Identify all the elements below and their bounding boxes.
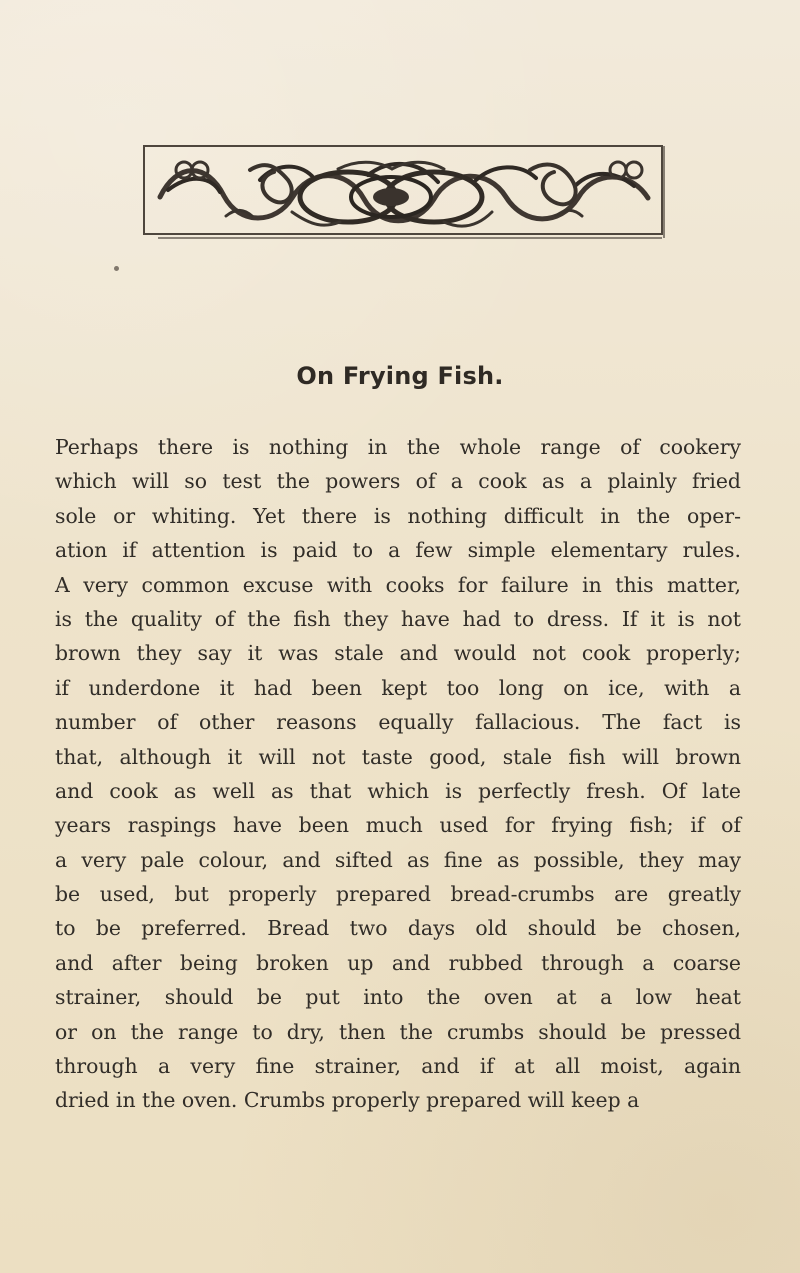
body-text: [55, 430, 741, 1118]
text-line-11: and cook as well as that which is perfectly fresh. Of late: [55, 778, 741, 803]
page-title: On Frying Fish.: [296, 362, 504, 390]
text-line-1: Perhaps there is nothing in the whole range of cookery: [55, 435, 741, 459]
text-line-16: and after being broken up and rubbed through a coarse: [55, 950, 741, 975]
text-line-5: A very common excuse with cooks for failure in this matter,: [55, 572, 741, 597]
text-line-17: strainer, should be put into the oven at a low heat: [55, 985, 741, 1010]
text-line-13: a very pale colour, and sifted as fine as possible, they may: [55, 847, 741, 872]
ornament-icon: [142, 142, 666, 242]
text-line-7: brown they say it was stale and would not cook properly;: [55, 641, 741, 666]
ornamental-headpiece: [142, 142, 666, 242]
text-line-14: be used, but properly prepared bread-crumbs are greatly: [55, 882, 741, 907]
text-line-9: number of other reasons equally fallacious. The fact is: [55, 710, 741, 735]
text-line-8: if underdone it had been kept too long on ice, with a: [55, 675, 741, 700]
text-line-3: sole or whiting. Yet there is nothing difficult in the oper-: [55, 503, 741, 528]
text-line-20: dried in the oven. Crumbs properly prepared will keep a: [55, 1088, 640, 1113]
text-line-4: ation if attention is paid to a few simple elementary rules.: [55, 538, 741, 563]
page-dot: [114, 266, 119, 271]
text-line-18: or on the range to dry, then the crumbs should be pressed: [55, 1019, 741, 1044]
text-line-10: that, although it will not taste good, stale fish will brown: [55, 744, 741, 769]
text-line-19: through a very fine strainer, and if at all moist, again: [55, 1054, 741, 1079]
text-line-2: which will so test the powers of a cook as a plainly fried: [55, 469, 741, 494]
text-line-6: is the quality of the fish they have had to dress. If it is not: [55, 606, 741, 631]
text-line-15: to be preferred. Bread two days old should be chosen,: [55, 916, 741, 941]
text-line-12: years raspings have been much used for frying fish; if of: [55, 813, 741, 838]
